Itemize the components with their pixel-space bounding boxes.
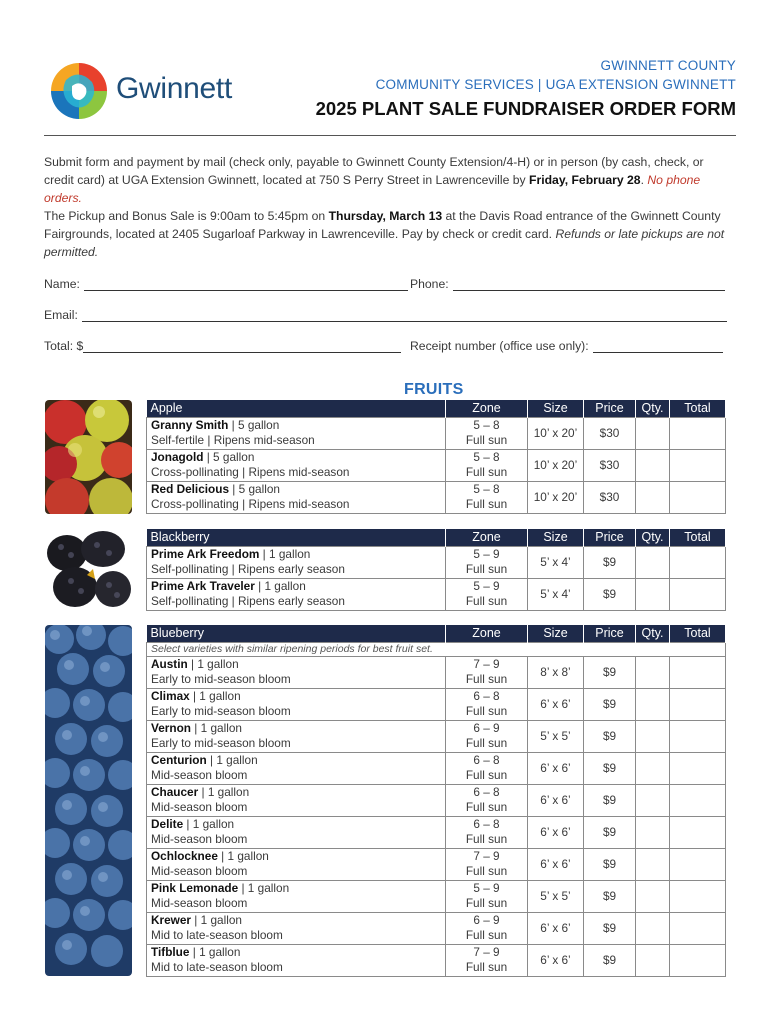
mature-size: 6’ x 6’ (528, 816, 584, 848)
department-name: COMMUNITY SERVICES | UGA EXTENSION GWINNETT (375, 77, 736, 92)
line-total-cell[interactable] (670, 449, 726, 481)
variety-name: Prime Ark Traveler (151, 578, 255, 593)
hardiness-zone: 6 – 8 (473, 688, 500, 703)
price: $9 (584, 720, 636, 752)
pot-size: | 1 gallon (206, 752, 258, 767)
hardiness-zone: 6 – 9 (473, 720, 500, 735)
mature-size: 6’ x 6’ (528, 752, 584, 784)
zone-cell (446, 752, 528, 784)
col-total: Total (670, 529, 726, 546)
price: $9 (584, 752, 636, 784)
apple-photo (45, 400, 132, 514)
pickup-instructions (44, 207, 734, 261)
submission-instructions (44, 153, 734, 207)
quantity-input-cell[interactable] (636, 449, 670, 481)
email-field[interactable] (44, 308, 727, 322)
section-title-fruits: FRUITS (404, 381, 464, 398)
zone-cell (446, 848, 528, 880)
hardiness-zone: 7 – 9 (473, 656, 500, 671)
deadline-date: Friday, February 28 (529, 173, 641, 187)
variety-description: Mid to late-season bloom (151, 960, 283, 974)
variety-name: Austin (151, 656, 188, 671)
table-row (147, 816, 726, 848)
pot-size: | 1 gallon (238, 880, 290, 895)
hardiness-zone: 6 – 8 (473, 816, 500, 831)
col-qty: Qty. (636, 529, 670, 546)
price: $30 (584, 449, 636, 481)
zone-cell (446, 880, 528, 912)
hardiness-zone: 7 – 9 (473, 848, 500, 863)
quantity-input-cell[interactable] (636, 656, 670, 688)
zone-cell (446, 546, 528, 578)
line-total-cell[interactable] (670, 848, 726, 880)
variety-name: Pink Lemonade (151, 880, 239, 895)
line-total-cell[interactable] (670, 816, 726, 848)
hardiness-zone: 5 – 9 (473, 546, 500, 561)
pot-size: | 1 gallon (259, 546, 311, 561)
table-row (147, 656, 726, 688)
quantity-input-cell[interactable] (636, 720, 670, 752)
table-row (147, 417, 726, 449)
variety-cell (147, 880, 446, 912)
variety-cell (147, 720, 446, 752)
variety-cell (147, 784, 446, 816)
group-name-blackberry: Blackberry (147, 529, 446, 546)
line-total-cell[interactable] (670, 944, 726, 976)
variety-name: Tifblue (151, 944, 190, 959)
table-row (147, 784, 726, 816)
table-row (147, 912, 726, 944)
col-price: Price (584, 529, 636, 546)
table-row (147, 880, 726, 912)
zone-cell (446, 816, 528, 848)
sun-requirement: Full sun (465, 960, 508, 974)
email-label: Email: (44, 308, 78, 322)
pot-size: | 1 gallon (183, 816, 235, 831)
col-qty: Qty. (636, 400, 670, 417)
mature-size: 5’ x 4’ (528, 578, 584, 610)
variety-description: Early to mid-season bloom (151, 704, 291, 718)
price: $9 (584, 546, 636, 578)
variety-description: Mid-season bloom (151, 864, 248, 878)
variety-name: Vernon (151, 720, 191, 735)
price: $30 (584, 481, 636, 513)
table-header-row (147, 400, 726, 417)
variety-name: Prime Ark Freedom (151, 546, 260, 561)
pot-size: | 1 gallon (189, 944, 241, 959)
mature-size: 6’ x 6’ (528, 912, 584, 944)
pot-size: | 1 gallon (191, 720, 242, 735)
quantity-input-cell[interactable] (636, 481, 670, 513)
line-total-cell[interactable] (670, 688, 726, 720)
zone-cell (446, 417, 528, 449)
pot-size: | 1 gallon (198, 784, 250, 799)
instructions-text-end: . (640, 173, 648, 187)
col-size: Size (528, 529, 584, 546)
variety-description: Mid-season bloom (151, 832, 248, 846)
hardiness-zone: 6 – 8 (473, 784, 500, 799)
col-size: Size (528, 625, 584, 642)
quantity-input-cell[interactable] (636, 784, 670, 816)
mature-size: 5’ x 4’ (528, 546, 584, 578)
price: $9 (584, 912, 636, 944)
variety-description: Early to mid-season bloom (151, 672, 291, 686)
quantity-input-cell[interactable] (636, 816, 670, 848)
apple-image-icon (45, 400, 132, 514)
group-name-apple: Apple (147, 400, 446, 417)
phone-label: Phone: (410, 277, 449, 291)
blueberry-photo (45, 625, 132, 976)
sun-requirement: Full sun (465, 433, 508, 447)
table-row (147, 944, 726, 976)
name-input-line[interactable] (84, 279, 408, 291)
variety-cell (147, 944, 446, 976)
pickup-text: The Pickup and Bonus Sale is 9:00am to 5:45pm on (44, 209, 329, 223)
pickup-text-end: at the Davis Road entrance of the Gwinnett County Fairgrounds, located at 2405 Sugarloaf Parkway in Lawrenceville. Pay by check or credit card. (44, 209, 721, 241)
sun-requirement: Full sun (465, 562, 508, 576)
variety-description: Mid-season bloom (151, 896, 248, 910)
col-zone: Zone (446, 400, 528, 417)
variety-description: Mid-season bloom (151, 800, 248, 814)
variety-cell (147, 546, 446, 578)
quantity-input-cell[interactable] (636, 688, 670, 720)
quantity-input-cell[interactable] (636, 417, 670, 449)
variety-name: Krewer (151, 912, 191, 927)
price: $9 (584, 880, 636, 912)
line-total-cell[interactable] (670, 656, 726, 688)
sun-requirement: Full sun (465, 672, 508, 686)
variety-name: Granny Smith (151, 417, 229, 432)
price: $9 (584, 784, 636, 816)
line-total-cell[interactable] (670, 912, 726, 944)
pot-size: | 1 gallon (254, 578, 306, 593)
table-row (147, 720, 726, 752)
document-header (316, 58, 736, 120)
variety-description: Mid-season bloom (151, 768, 248, 782)
sun-requirement: Full sun (465, 465, 508, 479)
gwinnett-logo (44, 56, 254, 130)
blackberry-image-icon (45, 529, 132, 612)
sun-requirement: Full sun (465, 497, 508, 511)
line-total-cell[interactable] (670, 417, 726, 449)
quantity-input-cell[interactable] (636, 546, 670, 578)
hardiness-zone: 6 – 8 (473, 752, 500, 767)
group-name-blueberry: Blueberry (147, 625, 446, 642)
variety-cell (147, 848, 446, 880)
hardiness-zone: 5 – 9 (473, 578, 500, 593)
variety-name: Jonagold (151, 449, 204, 464)
price: $9 (584, 848, 636, 880)
hardiness-zone: 6 – 9 (473, 912, 500, 927)
quantity-input-cell[interactable] (636, 912, 670, 944)
group-note: Select varieties with similar ripening periods for best fruit set. (147, 642, 726, 656)
total-field[interactable] (44, 339, 401, 353)
quantity-input-cell[interactable] (636, 880, 670, 912)
variety-name: Chaucer (151, 784, 199, 799)
instructions-text: Submit form and payment by mail (check only, payable to Gwinnett County Extension/4-H) or in person (by cash, check, or credit card) at UGA Extension Gwinnett, located at 750 S Perry Street in Lawrenceville by (44, 155, 704, 187)
mature-size: 10’ x 20’ (528, 417, 584, 449)
variety-description: Cross-pollinating | Ripens mid-season (151, 497, 350, 511)
variety-description: Cross-pollinating | Ripens mid-season (151, 465, 350, 479)
line-total-cell[interactable] (670, 880, 726, 912)
table-row (147, 481, 726, 513)
logo-wordmark: Gwinnett (116, 72, 232, 105)
table-row (147, 546, 726, 578)
mature-size: 10’ x 20’ (528, 449, 584, 481)
variety-description: Early to mid-season bloom (151, 736, 291, 750)
variety-name: Climax (151, 688, 190, 703)
mature-size: 8’ x 8’ (528, 656, 584, 688)
col-total: Total (670, 400, 726, 417)
zone-cell (446, 944, 528, 976)
pot-size: | 1 gallon (187, 656, 239, 671)
mature-size: 10’ x 20’ (528, 481, 584, 513)
pot-size: | 5 gallon (229, 481, 280, 496)
sun-requirement: Full sun (465, 736, 508, 750)
group-note-row (147, 642, 726, 656)
col-zone: Zone (446, 529, 528, 546)
blackberry-order-table (146, 529, 726, 611)
blueberry-order-table (146, 625, 726, 977)
blueberry-image-icon (45, 625, 132, 976)
price: $30 (584, 417, 636, 449)
variety-description: Self-pollinating | Ripens early season (151, 562, 345, 576)
sun-requirement: Full sun (465, 928, 508, 942)
quantity-input-cell[interactable] (636, 578, 670, 610)
refund-policy-note: Refunds or late pickups are not permitted. (44, 227, 725, 259)
pot-size: | 5 gallon (228, 417, 280, 432)
table-header-row (147, 625, 726, 642)
table-row (147, 578, 726, 610)
pot-size: | 1 gallon (191, 912, 242, 927)
variety-name: Centurion (151, 752, 207, 767)
price: $9 (584, 578, 636, 610)
variety-cell (147, 417, 446, 449)
col-size: Size (528, 400, 584, 417)
line-total-cell[interactable] (670, 481, 726, 513)
variety-cell (147, 656, 446, 688)
no-phone-orders-note: No phone orders. (44, 173, 701, 205)
hardiness-zone: 5 – 8 (473, 417, 500, 432)
variety-cell (147, 752, 446, 784)
line-total-cell[interactable] (670, 784, 726, 816)
name-field[interactable] (44, 277, 408, 291)
line-total-cell[interactable] (670, 578, 726, 610)
price: $9 (584, 656, 636, 688)
variety-cell (147, 449, 446, 481)
variety-cell (147, 912, 446, 944)
zone-cell (446, 449, 528, 481)
hardiness-zone: 5 – 8 (473, 481, 500, 496)
mature-size: 6’ x 6’ (528, 784, 584, 816)
table-row (147, 449, 726, 481)
sun-requirement: Full sun (465, 832, 508, 846)
sun-requirement: Full sun (465, 896, 508, 910)
mature-size: 5’ x 5’ (528, 720, 584, 752)
col-price: Price (584, 400, 636, 417)
price: $9 (584, 816, 636, 848)
page-title: 2025 PLANT SALE FUNDRAISER ORDER FORM (315, 98, 736, 119)
variety-cell (147, 816, 446, 848)
variety-cell (147, 688, 446, 720)
header-divider (44, 135, 736, 136)
blackberry-photo (45, 529, 132, 612)
apple-order-table (146, 400, 726, 514)
phone-field[interactable] (410, 277, 725, 291)
variety-description: Mid to late-season bloom (151, 928, 283, 942)
mature-size: 6’ x 6’ (528, 688, 584, 720)
sun-requirement: Full sun (465, 768, 508, 782)
variety-cell (147, 578, 446, 610)
email-input-line[interactable] (82, 310, 727, 322)
hardiness-zone: 5 – 9 (473, 880, 500, 895)
phone-input-line[interactable] (453, 279, 725, 291)
sun-requirement: Full sun (465, 704, 508, 718)
col-price: Price (584, 625, 636, 642)
line-total-cell[interactable] (670, 546, 726, 578)
zone-cell (446, 784, 528, 816)
quantity-input-cell[interactable] (636, 752, 670, 784)
hardiness-zone: 7 – 9 (473, 944, 500, 959)
zone-cell (446, 481, 528, 513)
table-row (147, 752, 726, 784)
mature-size: 6’ x 6’ (528, 944, 584, 976)
line-total-cell[interactable] (670, 720, 726, 752)
county-name: GWINNETT COUNTY (600, 58, 736, 73)
receipt-label: Receipt number (office use only): (410, 339, 589, 353)
gwinnett-logo-mark-icon (48, 60, 110, 122)
pot-size: | 1 gallon (217, 848, 269, 863)
total-input-line[interactable] (83, 341, 401, 353)
pickup-date: Thursday, March 13 (328, 209, 443, 223)
table-row (147, 848, 726, 880)
quantity-input-cell[interactable] (636, 944, 670, 976)
variety-cell (147, 481, 446, 513)
sun-requirement: Full sun (465, 594, 508, 608)
sun-requirement: Full sun (465, 864, 508, 878)
variety-name: Red Delicious (151, 481, 230, 496)
pot-size: | 1 gallon (189, 688, 241, 703)
col-zone: Zone (446, 625, 528, 642)
pot-size: | 5 gallon (203, 449, 255, 464)
price: $9 (584, 944, 636, 976)
variety-name: Ochlocknee (151, 848, 218, 863)
total-label: Total: $ (44, 339, 84, 353)
col-total: Total (670, 625, 726, 642)
variety-name: Delite (151, 816, 184, 831)
quantity-input-cell[interactable] (636, 848, 670, 880)
col-qty: Qty. (636, 625, 670, 642)
hardiness-zone: 5 – 8 (473, 449, 500, 464)
zone-cell (446, 912, 528, 944)
sun-requirement: Full sun (465, 800, 508, 814)
zone-cell (446, 578, 528, 610)
zone-cell (446, 688, 528, 720)
name-label: Name: (44, 277, 80, 291)
zone-cell (446, 656, 528, 688)
table-row (147, 688, 726, 720)
price: $9 (584, 688, 636, 720)
line-total-cell[interactable] (670, 752, 726, 784)
mature-size: 5’ x 5’ (528, 880, 584, 912)
variety-description: Self-pollinating | Ripens early season (151, 594, 345, 608)
table-header-row (147, 529, 726, 546)
receipt-field[interactable] (410, 339, 723, 353)
variety-description: Self-fertile | Ripens mid-season (151, 433, 315, 447)
mature-size: 6’ x 6’ (528, 848, 584, 880)
receipt-input-line[interactable] (593, 341, 723, 353)
zone-cell (446, 720, 528, 752)
